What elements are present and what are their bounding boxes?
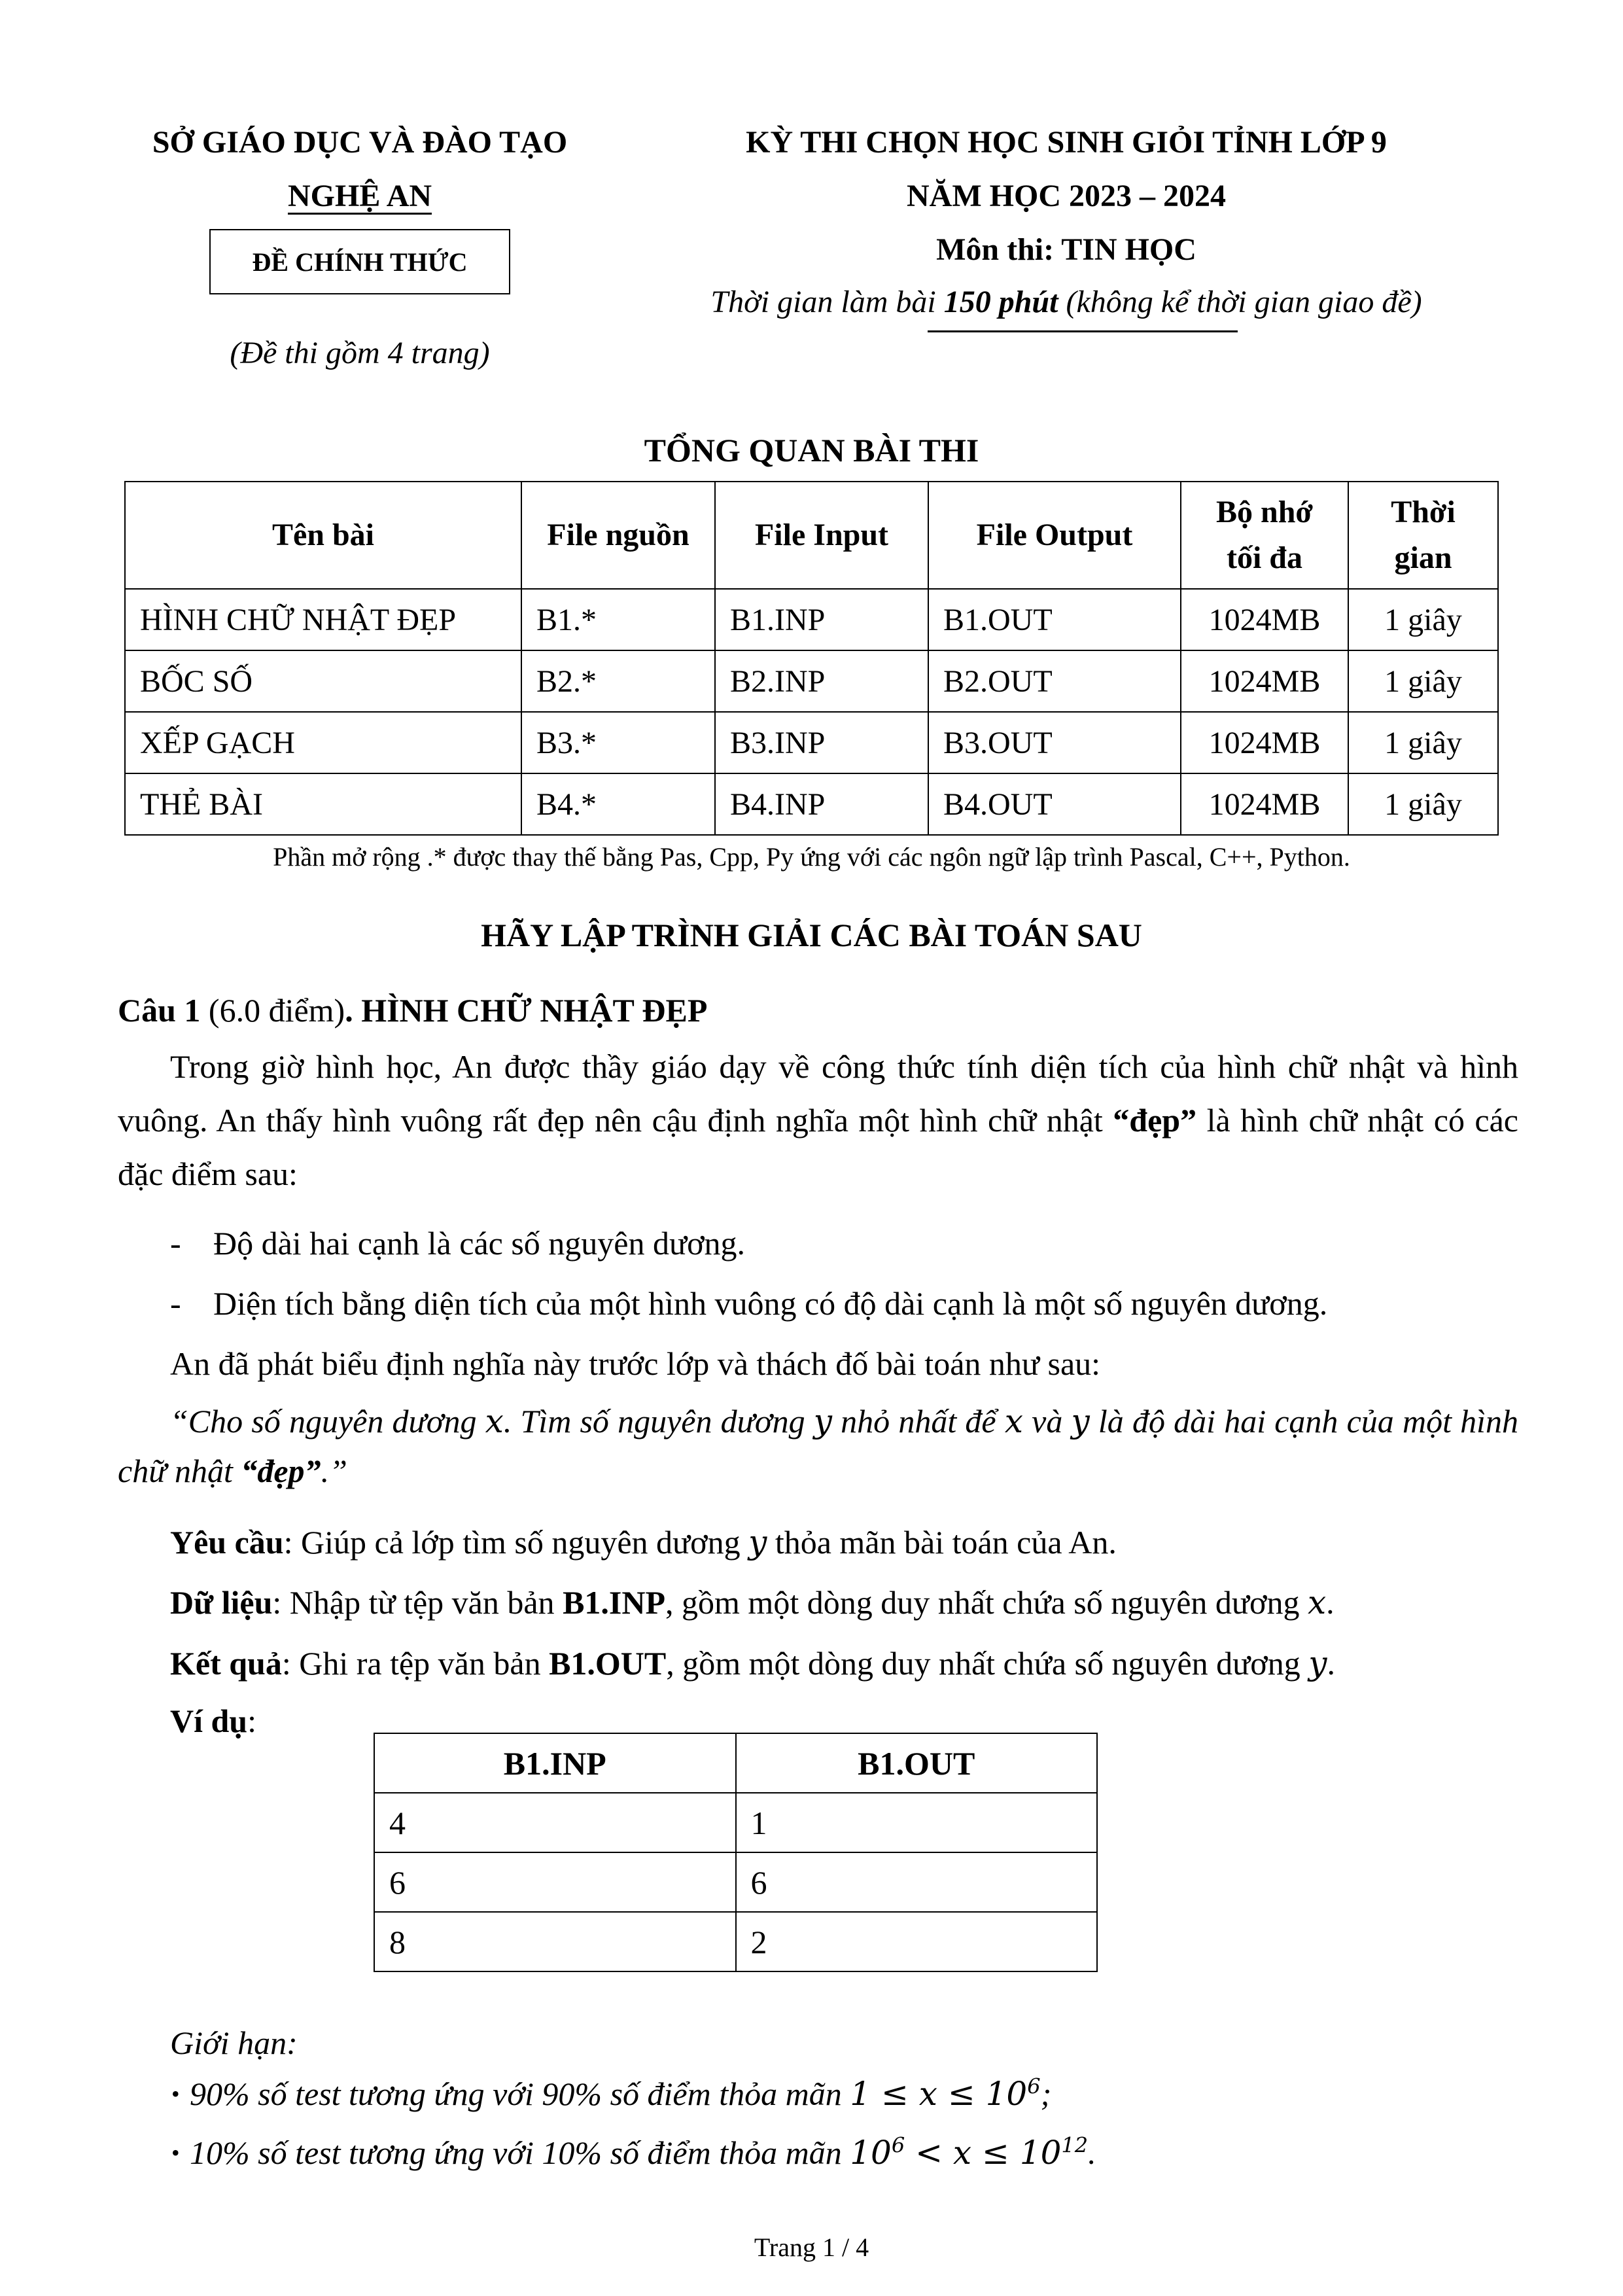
example-label: Ví dụ <box>170 1703 248 1739</box>
table-row <box>374 1793 1097 1852</box>
memory-limit: 1024MB <box>1181 589 1348 650</box>
output-label: Kết quả <box>170 1645 282 1682</box>
time-limit: 1 giây <box>1348 773 1498 835</box>
quote-bold: “đẹp” <box>241 1453 321 1489</box>
example-heading <box>170 1700 256 1742</box>
limit-math <box>850 2134 1088 2172</box>
col-header-memory <box>1181 482 1348 589</box>
input-var: x <box>1307 1583 1327 1621</box>
challenge-intro: An đã phát biểu định nghĩa này trước lớp và thách đố bài toán như sau: <box>170 1345 1101 1382</box>
problem-name: XẾP GẠCH <box>125 712 521 773</box>
col-header-time <box>1348 482 1498 589</box>
dash-marker: - <box>170 1225 181 1262</box>
memory-header-line2: tối đa <box>1226 540 1302 575</box>
example-header-row <box>374 1733 1097 1793</box>
example-table <box>374 1733 1098 1972</box>
source-file: B4.* <box>521 773 715 835</box>
source-file: B3.* <box>521 712 715 773</box>
bullet-marker: • <box>171 2081 180 2107</box>
table-row <box>374 1852 1097 1912</box>
quote-var-y2: y <box>1071 1402 1090 1440</box>
overview-title: TỔNG QUAN BÀI THI <box>644 432 979 468</box>
problem-name: HÌNH CHỮ NHẬT ĐẸP <box>125 589 521 650</box>
school-year: NĂM HỌC 2023 – 2024 <box>907 179 1226 213</box>
memory-limit: 1024MB <box>1181 712 1348 773</box>
intro-text-a: Trong giờ hình học, An được thầy giáo dạy về công thức tính diện tích của hình chữ nhật và hình vuông. An thấy hình vuông rất đẹp nên cậu định nghĩa một hình chữ nhật <box>118 1048 1518 1139</box>
output-line <box>170 1642 1335 1684</box>
time-limit: 1 giây <box>1348 589 1498 650</box>
example-output: 6 <box>736 1852 1098 1912</box>
col-header-source: File nguồn <box>521 482 715 589</box>
input-file: B1.INP <box>715 589 928 650</box>
limit-math-a: 10 <box>850 2134 892 2172</box>
col-header-output: File Output <box>928 482 1181 589</box>
output-text-a: : Ghi ra tệp văn bản <box>281 1645 550 1682</box>
limit-text: 90% số test tương ứng với 90% số điểm thỏa mãn <box>190 2075 850 2112</box>
input-text-b: , gồm một dòng duy nhất chứa số nguyên dương <box>665 1584 1308 1621</box>
quote-var-x2: x <box>1004 1402 1023 1440</box>
quote-text-a: “Cho số nguyên dương <box>170 1403 485 1439</box>
quote-text-b: . Tìm số nguyên dương <box>503 1403 814 1439</box>
exam-name: KỲ THI CHỌN HỌC SINH GIỎI TỈNH LỚP 9 <box>746 125 1387 160</box>
question-1-intro <box>118 1040 1518 1201</box>
header-divider <box>928 330 1238 332</box>
output-file: B2.OUT <box>928 650 1181 712</box>
example-col-input: B1.INP <box>374 1733 736 1793</box>
overview-table <box>124 481 1499 836</box>
source-file: B2.* <box>521 650 715 712</box>
quote-text-f: .” <box>321 1453 347 1489</box>
problem-name: BỐC SỐ <box>125 650 521 712</box>
example-output: 2 <box>736 1912 1098 1971</box>
extension-note: Phần mở rộng .* được thay thế bằng Pas, Cpp, Py ứng với các ngôn ngữ lập trình Pascal, C++, Python. <box>273 842 1350 872</box>
condition-text: Diện tích bằng diện tích của một hình vuông có độ dài cạnh là một số nguyên dương. <box>213 1285 1328 1322</box>
limit-math-a: 1 ≤ x ≤ 10 <box>850 2075 1028 2113</box>
source-file: B1.* <box>521 589 715 650</box>
question-points: (6.0 điểm) <box>200 992 345 1029</box>
time-header-line1: Thời <box>1391 495 1456 529</box>
output-var: y <box>1308 1644 1327 1682</box>
example-col-output: B1.OUT <box>736 1733 1098 1793</box>
limit-text: 10% số test tương ứng với 10% số điểm thỏa mãn <box>190 2134 850 2171</box>
time-limit: 1 giây <box>1348 650 1498 712</box>
table-row <box>125 773 1498 835</box>
output-filename: B1.OUT <box>549 1645 667 1682</box>
limit-exponent: 6 <box>1027 2074 1041 2099</box>
output-text-c: . <box>1327 1645 1335 1682</box>
province-name-text: NGHỆ AN <box>287 179 432 213</box>
limit-exponent-a: 6 <box>891 2132 905 2158</box>
input-filename: B1.INP <box>563 1584 666 1621</box>
requirement-var: y <box>748 1523 767 1561</box>
overview-header-row <box>125 482 1498 589</box>
col-header-input: File Input <box>715 482 928 589</box>
dash-marker: - <box>170 1285 181 1322</box>
output-file: B4.OUT <box>928 773 1181 835</box>
example-output: 1 <box>736 1793 1098 1852</box>
example-input: 4 <box>374 1793 736 1852</box>
limits-label: Giới hạn: <box>170 2024 298 2061</box>
input-text-a: : Nhập từ tệp văn bản <box>272 1584 563 1621</box>
limit-math <box>850 2075 1040 2113</box>
section-title: HÃY LẬP TRÌNH GIẢI CÁC BÀI TOÁN SAU <box>481 917 1142 953</box>
official-exam-box: ĐỀ CHÍNH THỨC <box>209 229 510 294</box>
example-input: 6 <box>374 1852 736 1912</box>
requirement-label: Yêu cầu <box>170 1524 284 1561</box>
input-file: B3.INP <box>715 712 928 773</box>
province-name <box>98 177 621 216</box>
requirement-text-b: thỏa mãn bài toán của An. <box>767 1524 1117 1561</box>
limit-item <box>171 2073 1052 2115</box>
output-text-b: , gồm một dòng duy nhất chứa số nguyên dương <box>666 1645 1309 1682</box>
col-header-name: Tên bài <box>125 482 521 589</box>
limit-math-b: < x ≤ 10 <box>905 2134 1062 2172</box>
limit-item <box>171 2132 1096 2174</box>
output-file: B3.OUT <box>928 712 1181 773</box>
example-colon: : <box>247 1703 257 1739</box>
question-1-title <box>118 989 707 1031</box>
memory-limit: 1024MB <box>1181 773 1348 835</box>
output-file: B1.OUT <box>928 589 1181 650</box>
page-count-note: (Đề thi gồm 4 trang) <box>230 336 490 370</box>
input-line <box>170 1581 1335 1623</box>
exam-subject: Môn thi: TIN HỌC <box>936 232 1196 267</box>
requirement-line <box>170 1521 1117 1563</box>
input-label: Dữ liệu <box>170 1584 273 1621</box>
limit-exponent-b: 12 <box>1061 2132 1089 2158</box>
challenge-quote <box>118 1396 1518 1496</box>
bullet-marker: • <box>171 2140 180 2166</box>
quote-text-c: nhỏ nhất để <box>832 1403 1005 1439</box>
problem-name: THẺ BÀI <box>125 773 521 835</box>
intro-text-b: là hình chữ nhật có các đặc điểm sau: <box>118 1102 1519 1192</box>
quote-var-x: x <box>485 1402 504 1440</box>
page-number: Trang 1 / 4 <box>754 2233 869 2262</box>
time-limit: 1 giây <box>1348 712 1498 773</box>
exam-duration <box>641 283 1492 322</box>
quote-text-e: là độ dài hai cạnh của một hình chữ nhật <box>118 1403 1519 1489</box>
intro-bold: “đẹp” <box>1113 1102 1197 1139</box>
memory-limit: 1024MB <box>1181 650 1348 712</box>
table-row <box>125 589 1498 650</box>
quote-var-y: y <box>813 1402 833 1440</box>
input-file: B4.INP <box>715 773 928 835</box>
requirement-text-a: : Giúp cả lớp tìm số nguyên dương <box>283 1524 749 1561</box>
condition-text: Độ dài hai cạnh là các số nguyên dương. <box>213 1225 746 1262</box>
question-name: . HÌNH CHỮ NHẬT ĐẸP <box>345 992 708 1029</box>
question-label: Câu 1 <box>118 992 201 1029</box>
table-row <box>125 650 1498 712</box>
input-text-c: . <box>1326 1584 1335 1621</box>
quote-text-d: và <box>1022 1403 1072 1439</box>
duration-value: 150 phút <box>943 285 1058 319</box>
limit-end: . <box>1088 2134 1096 2171</box>
duration-prefix: Thời gian làm bài <box>710 285 944 319</box>
duration-suffix: (không kể thời gian giao đề) <box>1058 285 1422 319</box>
department-name: SỞ GIÁO DỤC VÀ ĐÀO TẠO <box>152 125 568 160</box>
time-header-line2: gian <box>1394 540 1452 575</box>
memory-header-line1: Bộ nhớ <box>1216 495 1313 529</box>
table-row <box>125 712 1498 773</box>
limit-end: ; <box>1040 2075 1052 2112</box>
table-row <box>374 1912 1097 1971</box>
input-file: B2.INP <box>715 650 928 712</box>
example-input: 8 <box>374 1912 736 1971</box>
